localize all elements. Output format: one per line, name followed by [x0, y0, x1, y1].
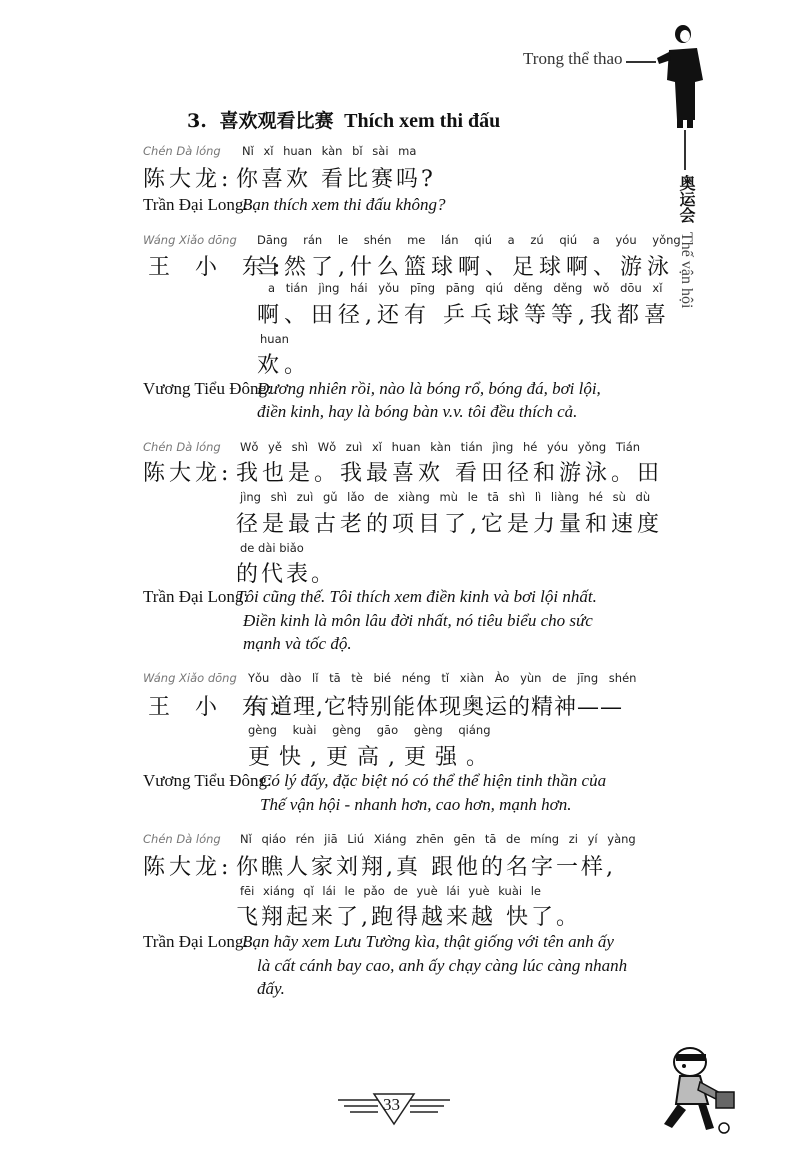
- running-header: Trong thể thao: [523, 49, 623, 68]
- sidebar-vietnamese: Thế vận hội: [678, 232, 695, 309]
- d2-vietnamese-speaker: Vương Tiểu Đông:: [143, 379, 272, 398]
- section-title-chinese: 喜欢观看比赛: [219, 110, 334, 132]
- d2-pinyin-3: huan: [260, 332, 289, 346]
- section-title: [187, 106, 500, 133]
- d1-chinese: 你喜欢 看比赛吗?: [236, 167, 436, 192]
- d2-chinese-2: 啊、田径,还有 乒乓球等等,我都喜: [257, 303, 671, 328]
- d3-pinyin-3: de dài biǎo: [240, 541, 304, 555]
- d2-vietnamese-1: Đương nhiên rồi, nào là bóng rổ, bóng đá, bơi lội,: [257, 379, 601, 398]
- d3-pinyin-1: Wǒ yě shì Wǒ zuì xǐ huan kàn tián jìng hé yóu yǒng Tián: [240, 440, 641, 454]
- d3-chinese-2: 径是最古老的项目了,它是力量和速度: [236, 512, 663, 537]
- header-rule: [626, 61, 656, 63]
- d3-vietnamese-3: mạnh và tốc độ.: [243, 634, 352, 653]
- d5-pinyin-1: Nǐ qiáo rén jiā Liú Xiáng zhēn gēn tā de míng zi yí yàng: [240, 832, 636, 846]
- d3-vietnamese-1: Tôi cũng thế. Tôi thích xem điền kinh và bơi lội nhất.: [236, 587, 597, 606]
- d4-vietnamese-1: Có lý đấy, đặc biệt nó có thể thể hiện tinh thần của: [260, 771, 607, 790]
- d5-pinyin-speaker: Chén Dà lóng: [143, 832, 221, 846]
- d5-pinyin-2: fēi xiáng qǐ lái le pǎo de yuè lái yuè kuài le: [240, 884, 542, 898]
- d5-vietnamese-2: là cất cánh bay cao, anh ấy chạy càng lúc càng nhanh: [257, 956, 628, 975]
- decorative-figure-illustration: [655, 20, 715, 130]
- d2-chinese-speaker: 王 小 东:: [148, 255, 290, 280]
- d5-chinese-1: 你瞧人家刘翔,真 跟他的名字一样,: [236, 855, 616, 880]
- d2-pinyin-speaker: Wáng Xiǎo dōng: [143, 233, 237, 247]
- d2-chinese-3: 欢。: [257, 353, 312, 378]
- section-number: 3.: [187, 110, 207, 132]
- d3-pinyin-2: jìng shì zuì gǔ lǎo de xiàng mù le tā shì lì liàng hé sù dù: [240, 490, 651, 504]
- d1-chinese-speaker: 陈大龙:: [143, 167, 233, 192]
- d2-pinyin-1: Dāng rán le shén me lán qiú a zú qiú a yóu yǒng: [257, 233, 681, 247]
- d5-vietnamese-1: Bạn hãy xem Lưu Tường kìa, thật giống với tên anh ấy: [242, 932, 614, 951]
- d4-chinese-2: 更快,更高,更强。: [248, 745, 497, 770]
- d1-pinyin-speaker: Chén Dà lóng: [143, 144, 221, 158]
- d2-vietnamese-2: điền kinh, hay là bóng bàn v.v. tôi đều thích cả.: [257, 402, 578, 421]
- d3-pinyin-speaker: Chén Dà lóng: [143, 440, 221, 454]
- d1-pinyin: Nǐ xǐ huan kàn bǐ sài ma: [242, 144, 417, 158]
- sidebar-chinese: 奥运会: [677, 175, 696, 223]
- d1-vietnamese: Bạn thích xem thi đấu không?: [242, 195, 446, 214]
- d4-chinese-speaker: 王 小 东:: [148, 695, 290, 720]
- d2-chinese-1: 当然了,什么篮球啊、足球啊、游泳: [257, 255, 674, 280]
- d3-chinese-3: 的代表。: [236, 562, 337, 587]
- d4-pinyin-speaker: Wáng Xiǎo dōng: [143, 671, 237, 685]
- running-mascot-illustration: [650, 1040, 740, 1140]
- d5-chinese-speaker: 陈大龙:: [143, 855, 233, 880]
- d4-vietnamese-2: Thế vận hội - nhanh hơn, cao hơn, mạnh hơn.: [260, 795, 572, 814]
- d1-vietnamese-speaker: Trần Đại Long:: [143, 195, 249, 214]
- d3-chinese-speaker: 陈大龙:: [143, 461, 233, 486]
- page-number: 33: [383, 1095, 400, 1114]
- d4-pinyin-1: Yǒu dào lǐ tā tè bié néng tǐ xiàn Ào yùn de jīng shén: [248, 671, 637, 685]
- d3-vietnamese-speaker: Trần Đại Long:: [143, 587, 249, 606]
- d4-vietnamese-speaker: Vương Tiểu Đông:: [143, 771, 272, 790]
- d5-vietnamese-speaker: Trần Đại Long:: [143, 932, 249, 951]
- d2-pinyin-2: a tián jìng hái yǒu pīng pāng qiú děng děng wǒ dōu xǐ: [268, 281, 663, 295]
- sidebar-rule: [684, 130, 686, 170]
- d5-vietnamese-3: đấy.: [257, 979, 285, 998]
- d3-vietnamese-2: Điền kinh là môn lâu đời nhất, nó tiêu biểu cho sức: [243, 611, 593, 630]
- d4-chinese-1: 有道理,它特别能体现奥运的精神——: [247, 695, 623, 720]
- d3-chinese-1: 我也是。我最喜欢 看田径和游泳。田: [236, 461, 663, 486]
- d5-chinese-2: 飞翔起来了,跑得越来越 快了。: [236, 905, 581, 930]
- d4-pinyin-2: gèng kuài gèng gāo gèng qiáng: [248, 723, 491, 737]
- section-title-vietnamese: Thích xem thi đấu: [344, 110, 501, 132]
